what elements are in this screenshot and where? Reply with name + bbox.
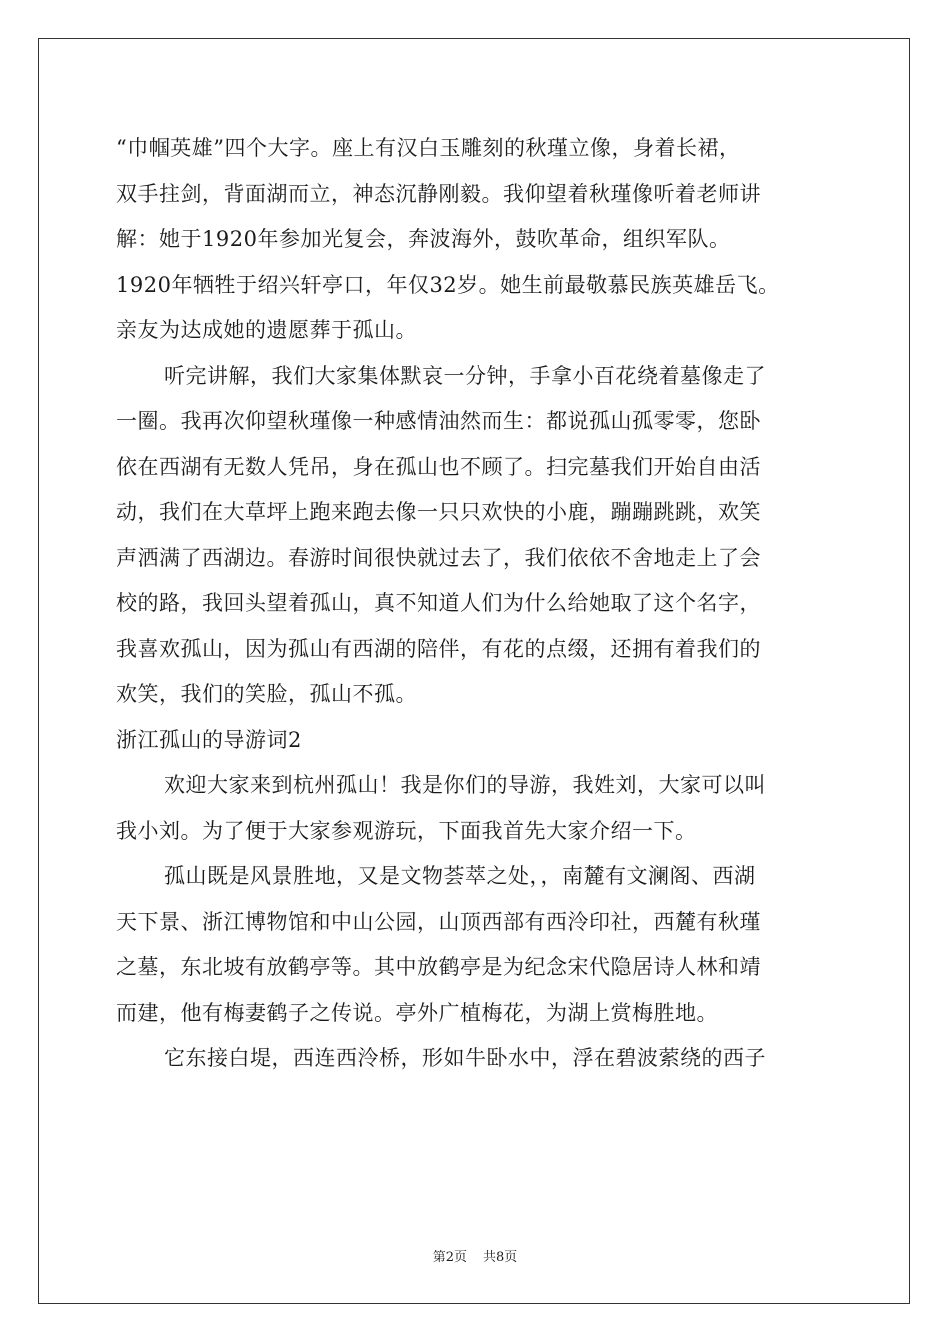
text-line: 校的路，我回头望着孤山，真不知道人们为什么给她取了这个名字，: [116, 591, 761, 615]
text-line: 听完讲解，我们大家集体默哀一分钟，手拿小百花绕着墓像走了: [164, 363, 766, 388]
text-line: 声洒满了西湖边。春游时间很快就过去了，我们依依不舍地走上了会: [116, 545, 761, 570]
document-body: [116, 126, 836, 1082]
page-number: 第2页: [432, 1250, 467, 1265]
text-line: 之墓，东北坡有放鹤亭等。其中放鹤亭是为纪念宋代隐居诗人林和靖: [116, 955, 761, 979]
text-line: 一圈。我再次仰望秋瑾像一种感情油然而生：都说孤山孤零零，您卧: [116, 409, 761, 433]
text-line: 依在西湖有无数人凭吊，身在孤山也不顾了。扫完墓我们开始自由活: [116, 454, 761, 479]
text-line: 孤山既是风景胜地，又是文物荟萃之处，，南麓有文澜阁、西湖: [164, 864, 756, 888]
text-line: 欢迎大家来到杭州孤山！我是你们的导游，我姓刘，大家可以叫: [164, 773, 766, 797]
text-line: 我小刘。为了便于大家参观游玩，下面我首先大家介绍一下。: [116, 818, 697, 843]
text-line: 双手拄剑，背面湖而立，神态沉静刚毅。我仰望着秋瑾像听着老师讲: [116, 181, 761, 206]
text-line: 解：她于1920年参加光复会，奔波海外，鼓吹革命，组织军队。: [116, 227, 731, 251]
text-line: 而建，他有梅妻鹤子之传说。亭外广植梅花，为湖上赏梅胜地。: [116, 1000, 718, 1025]
text-line: 我喜欢孤山，因为孤山有西湖的陪伴，有花的点缀，还拥有着我们的: [116, 636, 761, 661]
text-line: “巾帼英雄”四个大字。座上有汉白玉雕刻的秋瑾立像，身着长裙，: [116, 136, 741, 160]
text-line: 动，我们在大草坪上跑来跑去像一只只欢快的小鹿，蹦蹦跳跳，欢笑: [116, 500, 761, 524]
page-total: 共8页: [483, 1250, 518, 1265]
text-line: 亲友为达成她的遗愿葬于孤山。: [116, 318, 417, 342]
text-line: 欢笑，我们的笑脸，孤山不孤。: [116, 682, 417, 706]
section-heading: 浙江孤山的导游词2: [116, 727, 302, 752]
text-line: 1920年牺牲于绍兴轩亭口，年仅32岁。她生前最敬慕民族英雄岳飞。: [116, 272, 780, 297]
text-line: 天下景、浙江博物馆和中山公园，山顶西部有西泠印社，西麓有秋瑾: [116, 909, 761, 934]
text-line: 它东接白堤，西连西泠桥，形如牛卧水中，浮在碧波萦绕的西子: [164, 1046, 766, 1070]
page-footer: [0, 1246, 950, 1265]
